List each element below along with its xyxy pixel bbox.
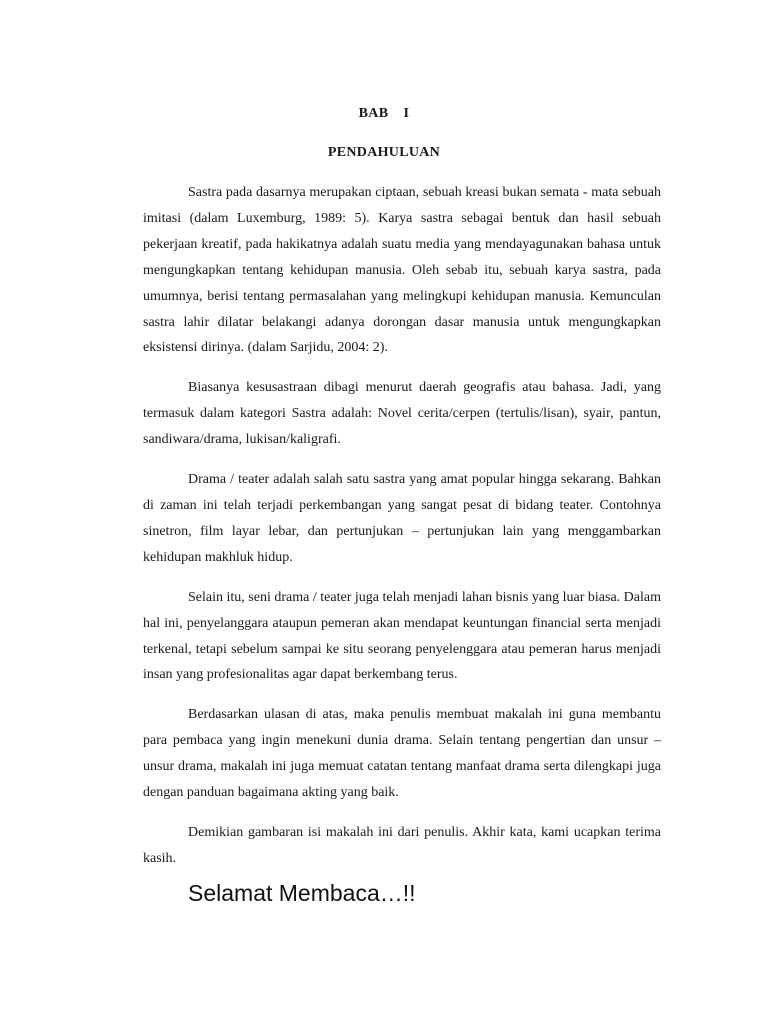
paragraph-2: Biasanya kesusastraan dibagi menurut daerah geografis atau bahasa. Jadi, yang termasuk dalam kategori Sastra adalah: Novel cerita/cerpen (tertulis/lisan), syair, pantun, sandiwara/drama, lukisan/kaligrafi. (143, 380, 661, 448)
paragraph-3: Drama / teater adalah salah satu sastra yang amat popular hingga sekarang. Bahkan di zaman ini telah terjadi perkembangan yang sangat pesat di bidang teater. Contohnya sinetron, film layar lebar, dan pertunjukan – pertunjukan lain yang menggambarkan kehidupan makhluk hidup. (143, 472, 661, 565)
paragraph-6: Demikian gambaran isi makalah ini dari penulis. Akhir kata, kami ucapkan terima kasih. (143, 824, 661, 866)
paragraph-5: Berdasarkan ulasan di atas, maka penulis membuat makalah ini guna membantu para pembaca yang ingin menekuni dunia drama. Selain tentang pengertian dan unsur – unsur drama, makalah ini juga memuat catatan tentang manfaat drama serta dilengkapi juga dengan panduan bagaimana akting yang baik. (143, 707, 661, 801)
closing-greeting: Selamat Membaca…!! (188, 880, 416, 906)
paragraph-1: Sastra pada dasarnya merupakan ciptaan, sebuah kreasi bukan semata - mata sebuah imitasi (dalam Luxemburg, 1989: 5). Karya sastra sebagai bentuk dan hasil sebuah pekerjaan kreatif, pada hakikatnya adalah suatu media yang mendayagunakan bahasa untuk mengungkapkan tentang kehidupan manusia. Oleh sebab itu, sebuah karya sastra, pada umumnya, berisi tentang permasalahan yang melingkupi kehidupan manusia. Kemunculan sastra lahir dilatar belakangi adanya dorongan dasar manusia untuk mengungkapkan eksistensi dirinya. (dalam Sarjidu, 2004: 2). (143, 185, 661, 356)
chapter-label: BAB I (358, 106, 410, 121)
chapter-title: PENDAHULUAN (327, 145, 441, 160)
paragraph-4: Selain itu, seni drama / teater juga telah menjadi lahan bisnis yang luar biasa. Dalam hal ini, penyelanggara ataupun pemeran akan mendapat keuntungan financial serta menjadi terkenal, tetapi sebelum sampai ke situ seorang penyelenggara atau pemeran harus menjadi insan yang profesionalitas agar dapat berkembang terus. (143, 589, 661, 683)
body-text (143, 180, 661, 886)
